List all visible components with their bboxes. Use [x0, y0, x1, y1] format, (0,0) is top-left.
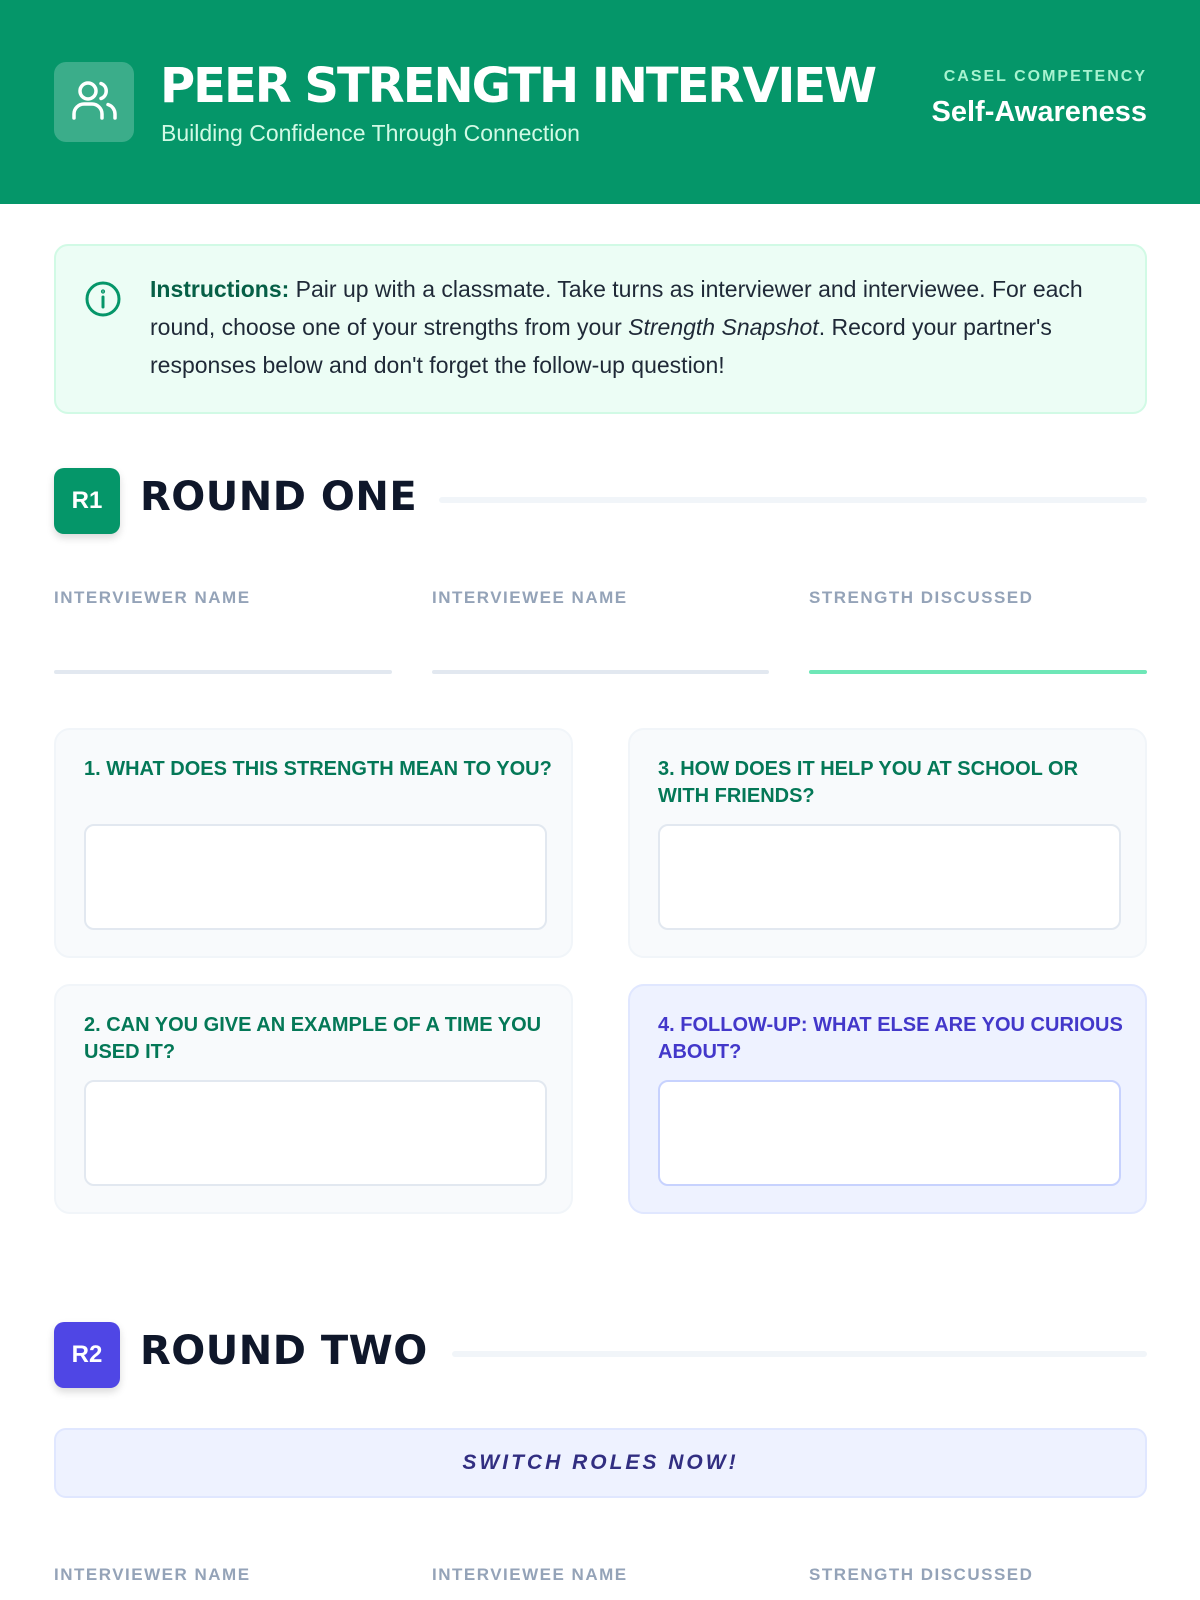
question-card-4-followup	[628, 984, 1147, 1214]
instructions-emphasis: Strength Snapshot	[628, 314, 819, 340]
round-one-interviewee-label: INTERVIEWEE NAME	[432, 588, 628, 607]
round-two-divider	[452, 1351, 1147, 1357]
competency-label: CASEL COMPETENCY	[943, 68, 1147, 85]
round-one-interviewee-field[interactable]	[432, 670, 769, 674]
round-two-title: ROUND TWO	[140, 1328, 428, 1374]
page-header	[0, 0, 1200, 204]
switch-roles-banner	[54, 1428, 1147, 1498]
question-card-2	[54, 984, 573, 1214]
instructions-box	[54, 244, 1147, 414]
round-one-title: ROUND ONE	[140, 474, 418, 520]
round-two-badge: R2	[54, 1322, 120, 1388]
question-card-1	[54, 728, 573, 958]
question-2-answer-box[interactable]	[84, 1080, 547, 1186]
question-4-title: 4. FOLLOW-UP: WHAT ELSE ARE YOU CURIOUS ABOUT?	[658, 1014, 1123, 1063]
instructions-body-2: . Record your partner's responses below and don't forget the follow-up question!	[150, 314, 1052, 378]
question-3-title: 3. HOW DOES IT HELP YOU AT SCHOOL OR WITH FRIENDS?	[658, 758, 1079, 807]
logo	[54, 62, 134, 142]
round-one-interviewer-label: INTERVIEWER NAME	[54, 588, 251, 607]
round-one-strength-field[interactable]	[809, 670, 1147, 674]
round-two-interviewer-label: INTERVIEWER NAME	[54, 1565, 251, 1584]
page-subtitle: Building Confidence Through Connection	[161, 120, 580, 146]
question-1-answer-box[interactable]	[84, 824, 547, 930]
round-two-strength-label: STRENGTH DISCUSSED	[809, 1565, 1034, 1584]
instructions-label: Instructions:	[150, 276, 290, 302]
question-2-title: 2. CAN YOU GIVE AN EXAMPLE OF A TIME YOU USED IT?	[84, 1014, 542, 1063]
question-4-answer-box[interactable]	[658, 1080, 1121, 1186]
users-icon	[68, 76, 120, 128]
round-one-divider	[439, 497, 1147, 503]
page-title: PEER STRENGTH INTERVIEW	[160, 58, 876, 114]
question-1-title: 1. WHAT DOES THIS STRENGTH MEAN TO YOU?	[84, 758, 552, 780]
question-3-answer-box[interactable]	[658, 824, 1121, 930]
competency-value: Self-Awareness	[931, 96, 1147, 128]
question-card-3	[628, 728, 1147, 958]
round-one-badge: R1	[54, 468, 120, 534]
instructions-body-1: Pair up with a classmate. Take turns as interviewer and interviewee. For each round, choose one of your strengths from your	[150, 276, 1083, 340]
switch-roles-text: SWITCH ROLES NOW!	[462, 1451, 739, 1474]
instructions-text	[150, 270, 1110, 384]
round-one-strength-label: STRENGTH DISCUSSED	[809, 588, 1034, 607]
round-one-interviewer-field[interactable]	[54, 670, 392, 674]
info-icon	[84, 280, 122, 318]
round-two-interviewee-label: INTERVIEWEE NAME	[432, 1565, 628, 1584]
